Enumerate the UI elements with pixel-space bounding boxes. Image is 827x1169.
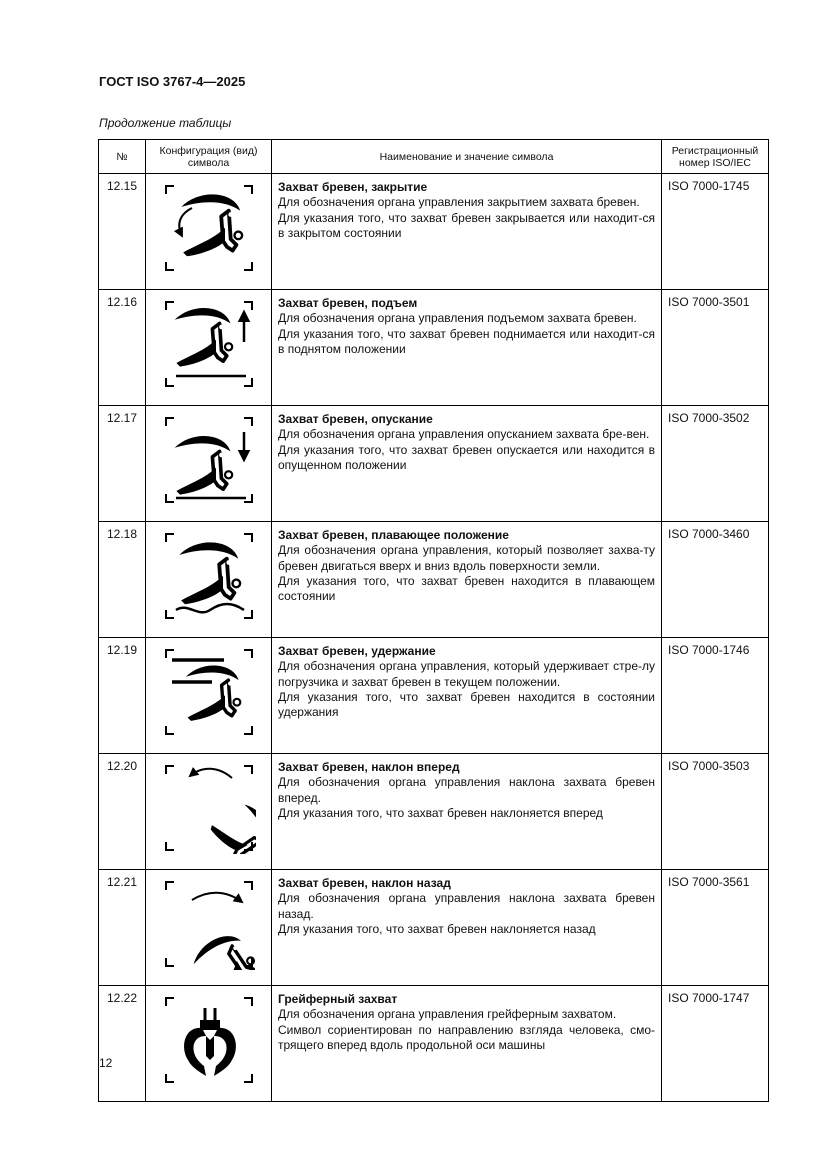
row-number: 12.22 (99, 986, 146, 1102)
log-grapple-tilt-back-icon (162, 878, 256, 970)
symbol-title: Захват бревен, плавающее положение (278, 528, 509, 542)
description-line: Для указания того, что захват бревен наклоняется назад (278, 921, 596, 936)
symbol-cell (146, 406, 272, 522)
registration-number: ISO 7000-1746 (662, 638, 769, 754)
symbol-description (272, 406, 662, 522)
description-line: Для указания того, что захват бревен находится в состоянии удержания (278, 689, 655, 720)
symbol-description (272, 638, 662, 754)
symbol-title: Захват бревен, подъем (278, 296, 418, 310)
symbol-description (272, 870, 662, 986)
log-grapple-hold-icon (162, 646, 256, 738)
description-line: Для указания того, что захват бревен опускается или находится в опущенном положении (278, 442, 655, 472)
symbol-cell (146, 522, 272, 638)
table-row (99, 406, 769, 522)
row-number: 12.21 (99, 870, 146, 986)
column-header-number: № (99, 140, 146, 174)
description-line: Для указания того, что захват бревен находится в плавающем состоянии (278, 573, 655, 604)
symbol-cell (146, 290, 272, 406)
registration-number: ISO 7000-3502 (662, 406, 769, 522)
symbol-title: Захват бревен, закрытие (278, 180, 428, 194)
symbol-cell (146, 174, 272, 290)
symbol-title: Захват бревен, наклон назад (278, 876, 451, 890)
description-line: Символ сориентирован по направлению взгляда человека, смо-трящего вперед вдоль продольной оси машины (278, 1022, 655, 1052)
log-grapple-float-icon (162, 530, 256, 622)
registration-number: ISO 7000-3501 (662, 290, 769, 406)
table-row (99, 870, 769, 986)
log-grapple-raise-icon (162, 298, 256, 390)
symbol-title: Грейферный захват (278, 992, 398, 1006)
table-row (99, 986, 769, 1102)
row-number: 12.19 (99, 638, 146, 754)
description-line: Для обозначения органа управления наклона захвата бревен вперед. (278, 775, 655, 805)
symbol-description (272, 986, 662, 1102)
symbol-cell (146, 754, 272, 870)
clamshell-grapple-icon (162, 994, 256, 1086)
registration-number: ISO 7000-1745 (662, 174, 769, 290)
symbols-table (98, 139, 769, 1102)
symbol-description (272, 290, 662, 406)
symbol-cell (146, 638, 272, 754)
column-header-symbol: Конфигурация (вид) символа (146, 140, 272, 174)
row-number: 12.20 (99, 754, 146, 870)
symbol-description (272, 174, 662, 290)
table-row (99, 522, 769, 638)
page-number: 12 (99, 1056, 113, 1070)
log-grapple-tilt-forward-icon (162, 762, 256, 854)
column-header-registration: Регистрационный номер ISO/IEC (662, 140, 769, 174)
table-row (99, 290, 769, 406)
symbol-title: Захват бревен, наклон вперед (278, 760, 460, 774)
table-row (99, 638, 769, 754)
description-line: Для обозначения органа управления, который удерживает стре-лу погрузчика и захват бревен в текущем положении. (278, 659, 655, 689)
description-line: Для обозначения органа управления опусканием захвата бре-вен. (278, 427, 650, 442)
symbol-title: Захват бревен, удержание (278, 644, 436, 658)
row-number: 12.18 (99, 522, 146, 638)
registration-number: ISO 7000-3561 (662, 870, 769, 986)
description-line: Для указания того, что захват бревен поднимается или находит-ся в поднятом положении (278, 326, 655, 356)
registration-number: ISO 7000-3503 (662, 754, 769, 870)
symbol-description (272, 522, 662, 638)
description-line: Для обозначения органа управления подъемом захвата бревен. (278, 311, 637, 326)
log-grapple-lower-icon (162, 414, 256, 506)
table-header-row (99, 140, 769, 174)
log-grapple-close-icon (162, 182, 256, 274)
row-number: 12.15 (99, 174, 146, 290)
description-line: Для обозначения органа управления наклона захвата бревен назад. (278, 891, 655, 921)
registration-number: ISO 7000-1747 (662, 986, 769, 1102)
table-row (99, 174, 769, 290)
registration-number: ISO 7000-3460 (662, 522, 769, 638)
column-header-name: Наименование и значение символа (272, 140, 662, 174)
description-line: Для указания того, что захват бревен наклоняется вперед (278, 805, 603, 820)
symbol-title: Захват бревен, опускание (278, 412, 433, 426)
document-title: ГОСТ ISO 3767-4—2025 (99, 74, 246, 89)
description-line: Для указания того, что захват бревен закрывается или находит-ся в закрытом состоянии (278, 210, 655, 240)
table-caption: Продолжение таблицы (99, 116, 232, 130)
table-row (99, 754, 769, 870)
description-line: Для обозначения органа управления грейферным захватом. (278, 1007, 617, 1022)
row-number: 12.16 (99, 290, 146, 406)
row-number: 12.17 (99, 406, 146, 522)
description-line: Для обозначения органа управления, который позволяет захва-ту бревен двигаться вверх и вниз вдоль поверхности земли. (278, 543, 655, 573)
symbol-cell (146, 870, 272, 986)
symbol-cell (146, 986, 272, 1102)
symbol-description (272, 754, 662, 870)
description-line: Для обозначения органа управления закрытием захвата бревен. (278, 195, 640, 210)
